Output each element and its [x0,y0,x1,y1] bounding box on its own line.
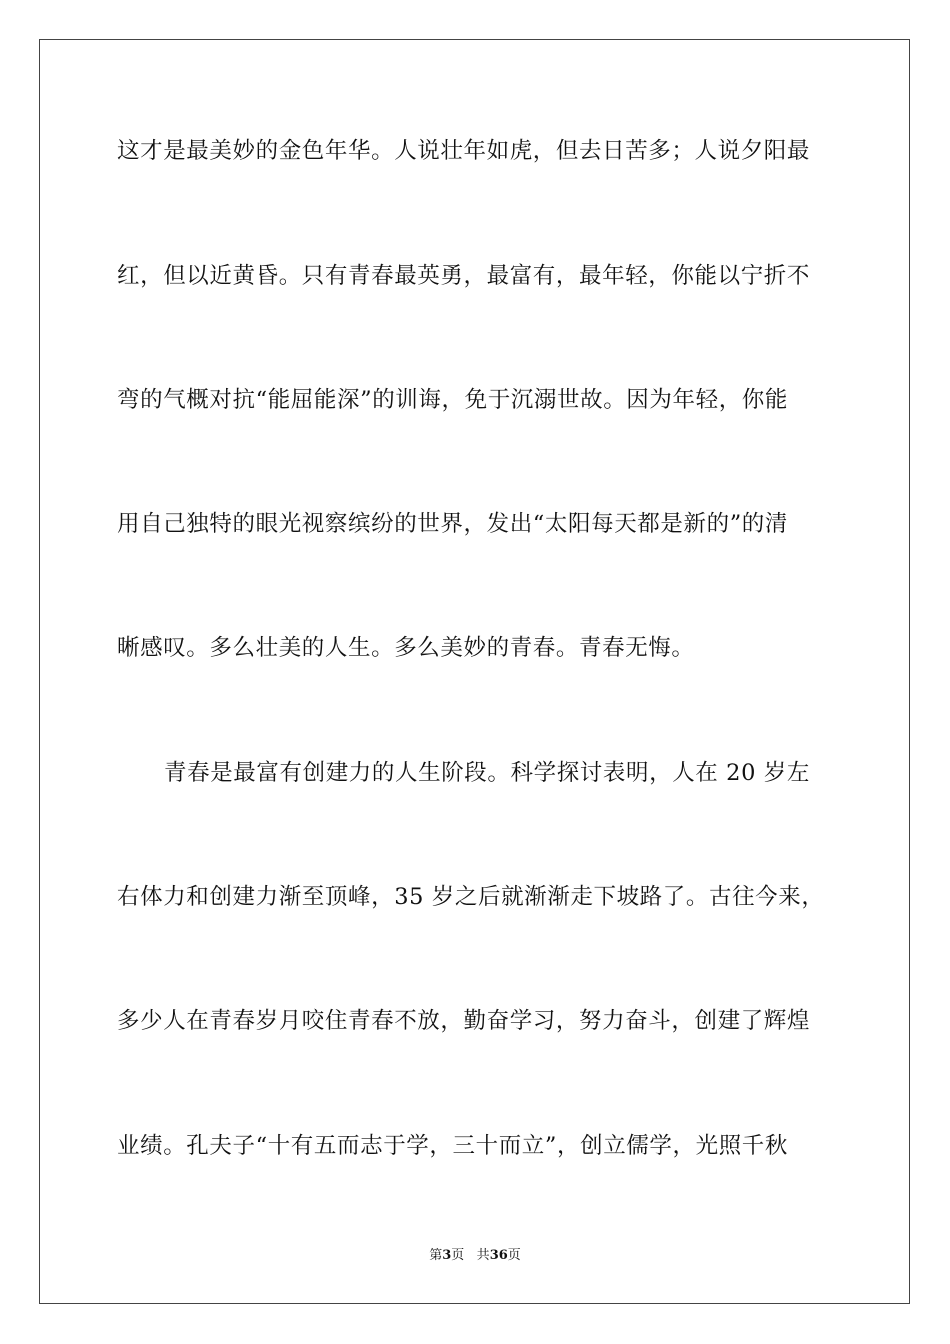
body-text-line: 这才是最美妙的金色年华。人说壮年如虎，但去日苦多；人说夕阳最 [117,138,811,164]
footer-total-suffix: 页 [507,1248,521,1263]
footer-total-prefix: 共 [476,1248,490,1263]
body-text-line: 用自己独特的眼光视察缤纷的世界，发出“太阳每天都是新的”的清 [117,511,789,537]
footer-total-pages: 36 [489,1248,508,1263]
body-text-line: 业绩。孔夫子“十有五而志于学，三十而立”，创立儒学，光照千秋 [117,1133,789,1159]
body-text-line: 弯的气概对抗“能屈能深”的训诲，免于沉溺世故。因为年轻，你能 [117,387,789,413]
body-text-line: 红，但以近黄昏。只有青春最英勇，最富有，最年轻，你能以宁折不 [117,263,811,289]
footer-page-prefix: 第 [429,1248,443,1263]
body-text-line: 晰感叹。多么壮美的人生。多么美妙的青春。青春无悔。 [117,635,695,661]
body-text-line: 多少人在青春岁月咬住青春不放，勤奋学习，努力奋斗，创建了辉煌 [117,1008,811,1034]
body-text-line: 右体力和创建力渐至顶峰，35 岁之后就渐渐走下坡路了。古往今来， [117,884,825,910]
page-footer [0,1247,950,1265]
footer-page-suffix: 页 [451,1248,465,1263]
paragraph-first-line: 青春是最富有创建力的人生阶段。科学探讨表明，人在 20 岁左 [164,760,810,786]
page-border [39,39,910,1304]
footer-page-number: 3 [442,1248,452,1263]
